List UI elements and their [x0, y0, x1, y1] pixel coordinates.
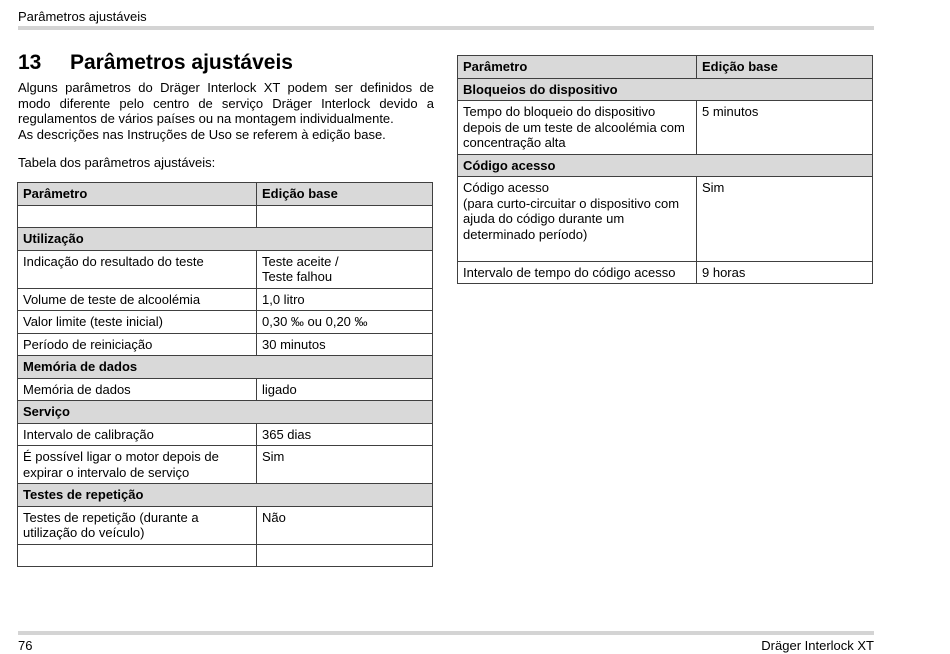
table-body — [458, 56, 873, 284]
table-row — [18, 311, 433, 334]
table-row — [458, 177, 873, 262]
section-row — [458, 78, 873, 101]
parameter-cell: Volume de teste de alcoolémia — [18, 288, 257, 311]
table-row — [18, 446, 433, 484]
cell-line: determinado período) — [463, 226, 588, 242]
cell-line: Teste falhou — [262, 269, 333, 284]
value-cell — [257, 544, 433, 567]
value-cell: Sim — [257, 446, 433, 484]
cell-line: expirar o intervalo de serviço — [23, 464, 190, 480]
column-header-base-edition: Edição base — [697, 56, 873, 79]
parameter-cell: Valor limite (teste inicial) — [18, 311, 257, 334]
value-cell: 5 minutos — [697, 101, 873, 155]
parameters-table-right — [457, 55, 873, 284]
cell-line: concentração alta — [463, 135, 566, 150]
value-cell — [257, 250, 433, 288]
value-cell: Não — [257, 506, 433, 544]
section-row — [18, 356, 433, 379]
parameter-cell — [458, 177, 697, 262]
section-title: Bloqueios do dispositivo — [458, 78, 873, 101]
section-row — [458, 154, 873, 177]
value-cell: 365 dias — [257, 423, 433, 446]
cell-line: depois de um teste de alcoolémia com — [463, 119, 685, 135]
section-row — [18, 228, 433, 251]
running-head: Parâmetros ajustáveis — [18, 9, 147, 24]
table-row — [18, 378, 433, 401]
cell-line — [463, 242, 691, 258]
cell-line: Código acesso — [463, 180, 549, 195]
section-heading — [18, 51, 293, 75]
page-number: 76 — [18, 638, 33, 653]
cell-line: Testes de repetição (durante a — [23, 509, 199, 525]
column-header-parameter: Parâmetro — [458, 56, 697, 79]
column-header-parameter: Parâmetro — [18, 183, 257, 206]
parameter-cell — [18, 205, 257, 228]
parameters-table-left — [17, 182, 433, 567]
parameter-cell: Intervalo de tempo do código acesso — [458, 261, 697, 284]
section-title: Testes de repetição — [18, 484, 433, 507]
intro-paragraph-2: As descrições nas Instruções de Uso se referem à edição base. — [18, 126, 386, 142]
section-number: 13 — [18, 51, 42, 74]
value-cell: 1,0 litro — [257, 288, 433, 311]
value-cell — [257, 205, 433, 228]
parameter-cell — [18, 446, 257, 484]
section-row — [18, 484, 433, 507]
parameter-cell: Memória de dados — [18, 378, 257, 401]
cell-line: É possível ligar o motor depois de — [23, 449, 219, 464]
table-row — [18, 205, 433, 228]
section-title: Parâmetros ajustáveis — [70, 51, 293, 74]
column-header-base-edition: Edição base — [257, 183, 433, 206]
parameter-cell — [18, 506, 257, 544]
intro-paragraph-1: Alguns parâmetros do Dräger Interlock XT podem ser definidos de modo diferente pelo centro de serviço Dräger Interlock devido a regulamentos de vários países ou na montagem individualmente. — [18, 80, 434, 126]
table-row — [18, 288, 433, 311]
header-rule — [18, 26, 874, 30]
parameter-cell — [18, 544, 257, 567]
parameter-cell: Intervalo de calibração — [18, 423, 257, 446]
cell-line: utilização do veículo) — [23, 525, 145, 540]
product-name: Dräger Interlock XT — [761, 638, 874, 653]
table-caption: Tabela dos parâmetros ajustáveis: — [18, 155, 216, 170]
table-row — [18, 333, 433, 356]
table-body — [18, 183, 433, 567]
table-row — [458, 261, 873, 284]
section-title: Utilização — [18, 228, 433, 251]
section-title: Serviço — [18, 401, 433, 424]
cell-line: Teste aceite / — [262, 253, 339, 269]
table-row — [18, 544, 433, 567]
intro-text — [18, 80, 434, 142]
table-header-row — [18, 183, 433, 206]
value-cell: 0,30 ‰ ou 0,20 ‰ — [257, 311, 433, 334]
table-row — [18, 506, 433, 544]
table-row — [18, 423, 433, 446]
parameter-cell: Período de reiniciação — [18, 333, 257, 356]
table-row — [18, 250, 433, 288]
value-cell: ligado — [257, 378, 433, 401]
cell-line: Tempo do bloqueio do dispositivo — [463, 104, 656, 119]
section-row — [18, 401, 433, 424]
parameter-cell: Indicação do resultado do teste — [18, 250, 257, 288]
cell-line: ajuda do código durante um — [463, 211, 625, 226]
parameter-cell — [458, 101, 697, 155]
section-title: Código acesso — [458, 154, 873, 177]
table-header-row — [458, 56, 873, 79]
cell-line: (para curto-circuitar o dispositivo com — [463, 195, 680, 211]
table-row — [458, 101, 873, 155]
value-cell: 9 horas — [697, 261, 873, 284]
section-title: Memória de dados — [18, 356, 433, 379]
footer-rule — [18, 631, 874, 635]
value-cell: Sim — [697, 177, 873, 262]
value-cell: 30 minutos — [257, 333, 433, 356]
